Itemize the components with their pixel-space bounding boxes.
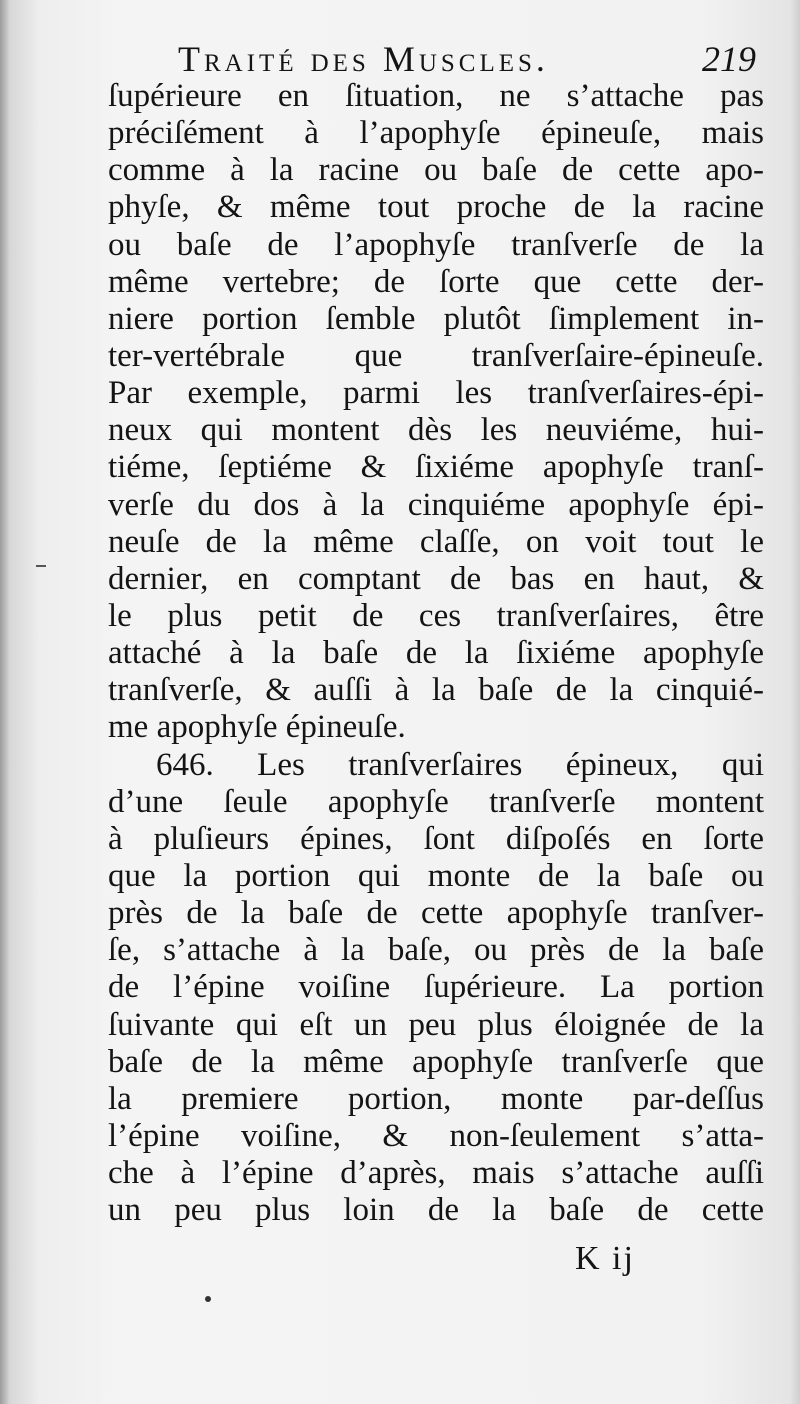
page-gutter-shadow: [0, 0, 10, 1404]
text-line: attaché à la baſe de la ſixiéme apophyſe: [108, 635, 764, 672]
text-line: préciſément à l’apophyſe épineuſe, mais: [108, 115, 764, 152]
text-line: le plus petit de ces tranſverſaires, être: [108, 597, 764, 634]
text-line: neuſe de la même claſſe, on voit tout le: [108, 523, 764, 560]
text-line: près de la baſe de cette apophyſe tranſver-: [108, 895, 764, 932]
text-line: che à l’épine d’après, mais s’attache auſſi: [108, 1155, 764, 1192]
text-line: Par exemple, parmi les tranſverſaires-épi-: [108, 375, 764, 412]
text-line: l’épine voiſine, & non-ſeulement s’atta-: [108, 1117, 764, 1154]
text-line: à pluſieurs épines, ſont diſpoſés en ſorte: [108, 820, 764, 857]
margin-mark: [36, 565, 46, 567]
text-line: de l’épine voiſine ſupérieure. La portion: [108, 969, 764, 1006]
text-line: ſupérieure en ſituation, ne s’attache pas: [108, 78, 764, 114]
text-line: phyſe, & même tout proche de la racine: [108, 189, 764, 226]
text-line: tiéme, ſeptiéme & ſixiéme apophyſe tranſ-: [108, 449, 764, 486]
text-line: dernier, en comptant de bas en haut, &: [108, 560, 764, 597]
text-line: ou baſe de l’apophyſe tranſverſe de la: [108, 226, 764, 263]
text-line: ter-vertébrale que tranſverſaire-épineuſe.: [108, 337, 764, 374]
text-line: ſuivante qui eſt un peu plus éloignée de la: [108, 1006, 764, 1043]
paragraph-start-line: 646. Les tranſverſaires épineux, qui: [156, 746, 764, 783]
text-line: baſe de la même apophyſe tranſverſe que: [108, 1043, 764, 1080]
page-number: 219: [702, 39, 756, 79]
text-line: la premiere portion, monte par-deſſus: [108, 1080, 764, 1117]
text-line: tranſverſe, & auſſi à la baſe de la cinquié-: [108, 672, 764, 709]
text-line: un peu plus loin de la baſe de cette: [108, 1192, 764, 1229]
ink-speck: [205, 1296, 211, 1302]
running-title: Traité des Muscles.: [178, 39, 549, 79]
text-line: verſe du dos à la cinquiéme apophyſe épi-: [108, 486, 764, 523]
text-line: niere portion ſemble plutôt ſimplement in-: [108, 300, 764, 337]
text-line: comme à la racine ou baſe de cette apo-: [108, 152, 764, 189]
text-line: neux qui montent dès les neuviéme, hui-: [108, 412, 764, 449]
body-text: [108, 78, 764, 1229]
signature-mark: K ij: [575, 1240, 635, 1277]
text-line: ſe, s’attache à la baſe, ou près de la baſe: [108, 932, 764, 969]
text-line: même vertebre; de ſorte que cette der-: [108, 263, 764, 300]
text-line: que la portion qui monte de la baſe ou: [108, 857, 764, 894]
text-line: d’une ſeule apophyſe tranſverſe montent: [108, 783, 764, 820]
text-line: me apophyſe épineuſe.: [108, 709, 406, 746]
